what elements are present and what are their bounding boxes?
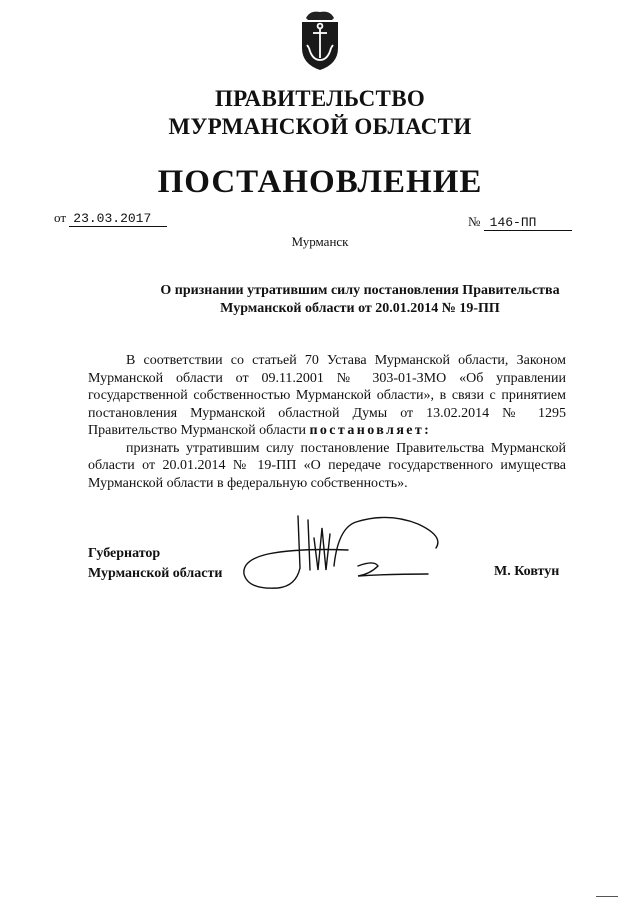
document-date	[54, 210, 167, 227]
coat-of-arms-icon	[296, 8, 344, 72]
document-city: Мурманск	[291, 234, 349, 249]
body-paragraph-1-text: В соответствии со статьей 70 Устава Мурманской области, Законом Мурманской области от 09.11.2001 № 303-01-ЗМО «Об управлении государственной собственностью Мурманской области», в связи с принятием постановления Мурманской областной Думы от 13.02.2014 № 1295 Правительство Мурманской области	[88, 353, 566, 438]
subject-line2: Мурманской области от 20.01.2014 № 19-ПП	[220, 301, 500, 316]
number-value: 146-ПП	[484, 215, 573, 231]
decree-word: постановляет:	[309, 423, 432, 438]
signatory-position	[88, 544, 222, 584]
subject-line1: О признании утратившим силу постановления Правительства	[160, 283, 560, 298]
date-prefix: от	[54, 210, 67, 225]
document-body	[88, 352, 566, 492]
footer-divider	[596, 896, 618, 897]
document-subject	[120, 282, 600, 318]
government-name-line2: МУРМАНСКОЙ ОБЛАСТИ	[168, 114, 472, 139]
date-value: 23.03.2017	[69, 211, 167, 227]
government-name-line1: ПРАВИТЕЛЬСТВО	[214, 86, 426, 111]
body-paragraph-2: признать утратившим силу постановление Правительства Мурманской области от 20.01.2014 № 19-ПП «О передаче государственного имущества Мурманской области в федеральную собственность».	[88, 440, 566, 491]
position-line2: Мурманской области	[88, 566, 223, 581]
document-type-title: ПОСТАНОВЛЕНИЕ	[157, 164, 483, 200]
position-line1: Губернатор	[88, 546, 161, 561]
signatory-name: М. Ковтун	[494, 564, 560, 579]
body-paragraph-1	[88, 352, 566, 440]
document-number	[468, 214, 572, 231]
handwritten-signature-icon	[238, 508, 468, 592]
number-prefix: №	[468, 214, 481, 229]
